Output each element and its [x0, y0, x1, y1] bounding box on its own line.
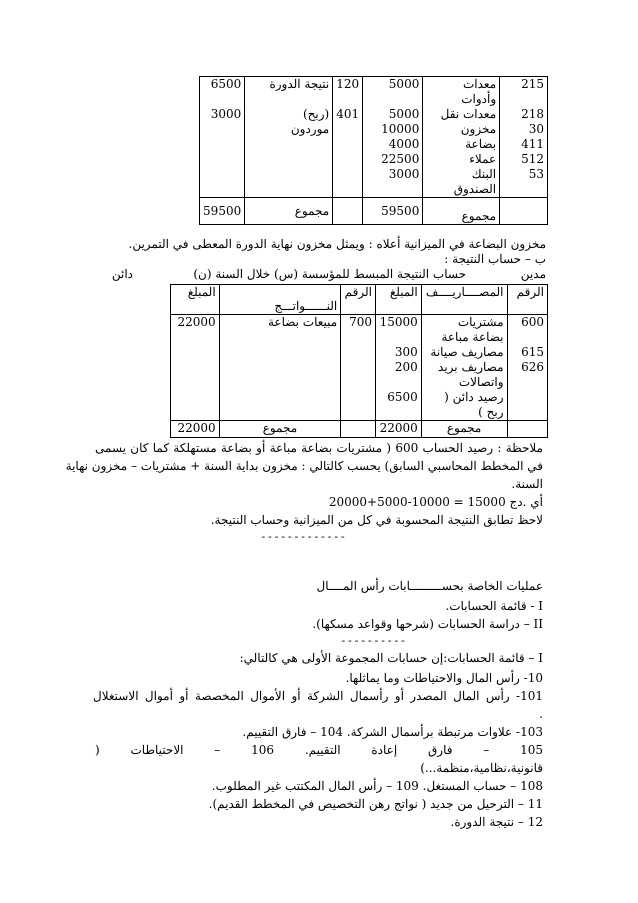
balance-sheet-row	[200, 152, 548, 167]
total-label-liab: مجموع	[245, 198, 333, 225]
separator-2: ----------	[340, 634, 407, 647]
liability-code	[333, 137, 363, 152]
account-code: 218	[500, 107, 548, 122]
liability-amount: 3000	[210, 107, 242, 121]
balance-sheet-total-row	[200, 198, 548, 225]
income-statement-row	[171, 315, 548, 346]
revenue-name	[219, 345, 341, 360]
income-statement-row	[171, 390, 548, 421]
accounts-108-109: 108 – حساب المستغل. 109 – رأس المال المكتتب غير المطلوب.	[211, 779, 543, 793]
balance-sheet-row	[200, 137, 548, 152]
balance-sheet-table	[199, 76, 548, 225]
account-code: 411	[500, 137, 548, 152]
total-label-assets: مجموع	[423, 198, 500, 225]
section-item-II: II – دراسة الحسابات (شرحها وقواعد مسكها).	[312, 617, 543, 631]
expense-code: 626	[507, 360, 548, 390]
account-code: 215	[500, 77, 548, 108]
account-101-cont: .	[539, 707, 543, 721]
revenue-name	[219, 390, 341, 421]
liability-amount: 6500	[210, 77, 242, 91]
separator-1: -------------	[260, 530, 347, 543]
is-total-r: 22000	[171, 421, 220, 438]
asset-amount: 22500	[363, 152, 423, 167]
expense-amount: 200	[375, 360, 421, 390]
is-total-label: مجموع	[421, 421, 507, 438]
income-statement-total-row	[171, 421, 548, 438]
asset-name: البنك	[423, 167, 500, 182]
account-101: 101- رأس المال المصدر أو رأسمال الشركة أو الأموال المخصصة أو أموال الاستغلال	[93, 689, 543, 703]
col-code: الرقم	[507, 285, 548, 315]
balance-sheet-row	[200, 77, 548, 108]
note-line-1: ملاحظة : رصيد الحساب 600 ( مشتريات بضاعة مباعة أو بضاعة مستهلكة كما كان يسمى	[95, 441, 543, 455]
liability-amount	[200, 182, 245, 198]
asset-name: مخزون	[423, 122, 500, 137]
account-11: 11 – الترحيل من جديد ( نواتج رهن التخصيص في المخطط القديم).	[208, 797, 543, 811]
text-line-2: ب – حساب النتيجة :	[444, 252, 546, 266]
liability-code	[333, 152, 363, 167]
expense-code: 600	[507, 315, 548, 346]
asset-amount: 10000	[363, 122, 423, 137]
income-statement-row	[171, 360, 548, 390]
account-code: 53	[500, 167, 548, 182]
liability-code: 120	[333, 77, 363, 108]
revenue-amount	[171, 360, 220, 390]
balance-sheet-row	[200, 122, 548, 137]
is-total: 22000	[375, 421, 421, 438]
revenue-name	[219, 360, 341, 390]
account-12: 12 – نتيجة الدورة.	[450, 815, 543, 829]
account-code: 512	[500, 152, 548, 167]
expense-name: مشتريات بضاعة مباعة	[421, 315, 507, 346]
asset-amount: 4000	[363, 137, 423, 152]
section-title: عمليات الخاصة بحســـــــــابات رأس المــــال	[316, 579, 543, 593]
account-code	[500, 182, 548, 198]
expense-amount: 300	[375, 345, 421, 360]
asset-name: معدات وأدوات	[423, 77, 500, 108]
liability-code	[333, 122, 363, 137]
liability-name	[245, 182, 333, 198]
is-total-label-r: مجموع	[219, 421, 341, 438]
total-liab: 59500	[200, 198, 245, 225]
income-statement-debit-label: مدين	[520, 267, 546, 281]
liability-code	[333, 167, 363, 182]
col-rcode: الرقم	[341, 285, 376, 315]
asset-amount: 5000	[363, 107, 423, 122]
liability-code: 401	[333, 107, 363, 122]
revenue-amount	[171, 345, 220, 360]
liability-name	[245, 137, 333, 152]
asset-name: بضاعة	[423, 137, 500, 152]
asset-amount: 5000	[363, 77, 423, 108]
revenue-code	[341, 360, 376, 390]
account-code: 30	[500, 122, 548, 137]
asset-name: عملاء	[423, 152, 500, 167]
liability-amount	[200, 152, 245, 167]
liability-amount	[200, 137, 245, 152]
col-ramount: المبلغ	[171, 285, 220, 315]
revenue-name: مبيعات بضاعة	[219, 315, 341, 346]
income-statement-title: حساب النتيجة المبسط للمؤسسة (س) خلال السنة (ن)	[193, 267, 466, 281]
asset-amount: 3000	[363, 167, 423, 182]
note-line-2: في المخطط المحاسبي السابق) يحسب كالتالي : مخزون بداية السنة + مشتريات – مخزون نهاية	[65, 459, 543, 473]
income-statement-table	[170, 284, 548, 438]
expense-amount: 15000	[375, 315, 421, 346]
revenue-amount: 22000	[177, 315, 216, 329]
col-amount: المبلغ	[375, 285, 421, 315]
expense-code: 615	[507, 345, 548, 360]
balance-sheet-row	[200, 107, 548, 122]
expense-name: رصيد دائن ( ربح )	[421, 390, 507, 421]
liability-amount	[200, 122, 245, 137]
liability-amount	[200, 167, 245, 182]
asset-name: الصندوق	[423, 182, 500, 198]
liability-name: (ربح)	[245, 107, 333, 122]
expense-code	[507, 390, 548, 421]
liability-name	[245, 167, 333, 182]
income-statement-credit-label: دائن	[111, 267, 133, 281]
note-line-4-prefix: أي	[530, 495, 543, 509]
note-line-5: لاحظ تطابق النتيجة المحسوبة في كل من الميزانية وحساب النتيجة.	[210, 513, 543, 527]
revenue-code	[341, 345, 376, 360]
col-revenues: النــــــواتـــج	[219, 285, 341, 315]
liability-name	[245, 152, 333, 167]
section-item-I: I - قائمة الحسابات.	[445, 599, 543, 613]
expense-amount: 6500	[375, 390, 421, 421]
balance-sheet-row	[200, 167, 548, 182]
account-10: 10- رأس المال والاحتياطات وما يماثلها.	[345, 671, 543, 685]
note-formula: 20000+5000-10000 = 15000 دج.	[328, 495, 527, 509]
liability-code	[333, 182, 363, 198]
balance-sheet-row	[200, 182, 548, 198]
note-line-4	[329, 494, 543, 510]
total-assets: 59500	[363, 198, 423, 225]
liability-name: موردون	[245, 122, 333, 137]
asset-name: معدات نقل	[423, 107, 500, 122]
accounts-105-106: 105 – فارق إعادة التقييم. 106 – الاحتياطات (	[95, 743, 544, 757]
accounts-103-104: 103- علاوات مرتبطة برأسمال الشركة. 104 – فارق التقييم.	[242, 725, 543, 739]
liability-name: نتيجة الدورة	[245, 77, 333, 108]
col-expenses: المصــــاريــــف	[421, 285, 507, 315]
expense-name: مصاريف بريد واتصالات	[421, 360, 507, 390]
account-106-cont: قانونية،نظامية،منظمة...)	[420, 761, 543, 775]
revenue-code: 700	[341, 315, 376, 346]
income-statement-header-row	[171, 285, 548, 315]
text-line-1: مخزون البضاعة في الميزانية أعلاه : ويمثل مخزون نهاية الدورة المعطى في التمرين.	[128, 237, 546, 251]
accounts-list-heading: I – قائمة الحسابات:إن حسابات المجموعة الأولى هي كالتالي:	[239, 651, 543, 665]
revenue-amount	[171, 390, 220, 421]
note-line-3: السنة.	[511, 477, 543, 491]
expense-name: مصاريف صيانة	[421, 345, 507, 360]
asset-amount	[363, 182, 423, 198]
revenue-code	[341, 390, 376, 421]
income-statement-row	[171, 345, 548, 360]
